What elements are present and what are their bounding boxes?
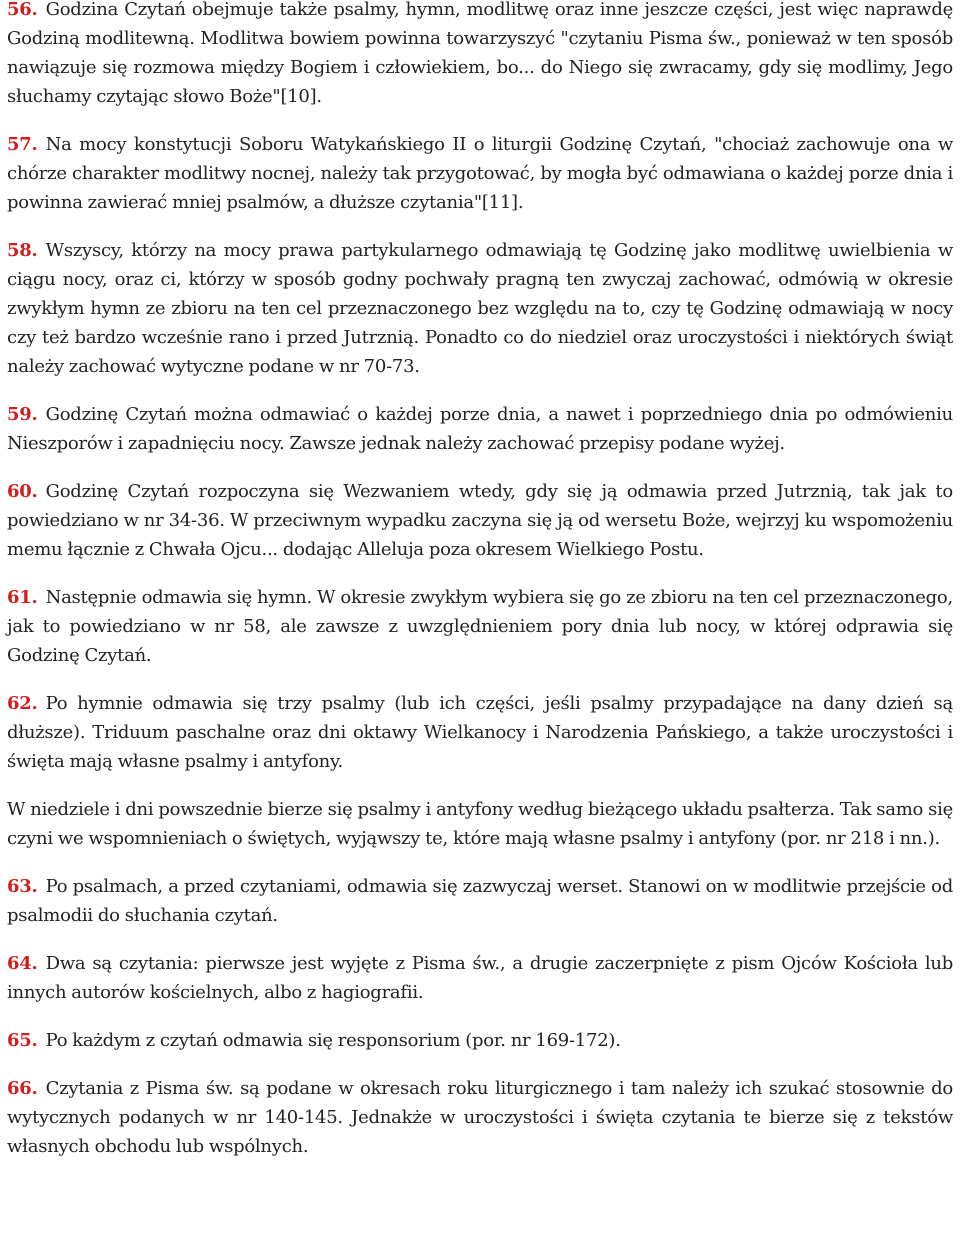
paragraph-text: Godzina Czytań obejmuje także psalmy, hymn, modlitwę oraz inne jeszcze części, jest więc naprawdę Godziną modlitewną. Modlitwa bowiem powinna towarzyszyć "czytaniu Pisma św., ponieważ w ten sposób nawiązuje się rozmowa między Bogiem i człowiekiem, bo... do Niego się zwracamy, gdy się modlimy, Jego słuchamy czytając słowo Boże"[10]. xyxy=(7,0,953,107)
paragraph-59 xyxy=(7,400,953,458)
paragraph-64 xyxy=(7,949,953,1007)
paragraph-65 xyxy=(7,1026,953,1055)
paragraph-number: 58. xyxy=(7,240,38,261)
paragraph-text: Godzinę Czytań rozpoczyna się Wezwaniem wtedy, gdy się ją odmawia przed Jutrznią, tak jak to powiedziano w nr 34-36. W przeciwnym wypadku zaczyna się ją od wersetu Boże, wejrzyj ku wspomożeniu memu łącznie z Chwała Ojcu... dodając Alleluja poza okresem Wielkiego Postu. xyxy=(7,481,953,560)
paragraph-number: 56. xyxy=(7,0,38,20)
paragraph-number: 59. xyxy=(7,404,38,425)
paragraph-62 xyxy=(7,689,953,776)
paragraph-number: 60. xyxy=(7,481,38,502)
paragraph-56 xyxy=(7,0,953,111)
paragraph-number: 61. xyxy=(7,587,38,608)
paragraph-text: Na mocy konstytucji Soboru Watykańskiego II o liturgii Godzinę Czytań, "chociaż zachowuje ona w chórze charakter modlitwy nocnej, należy tak przygotować, by mogła być odmawiana o każdej porze dnia i powinna zawierać mniej psalmów, a dłuższe czytania"[11]. xyxy=(7,134,953,213)
paragraph-number: 66. xyxy=(7,1078,38,1099)
paragraph-61 xyxy=(7,583,953,670)
paragraph-58 xyxy=(7,236,953,381)
paragraph-number: 57. xyxy=(7,134,38,155)
document-body xyxy=(7,0,953,1161)
paragraph-text: Czytania z Pisma św. są podane w okresach roku liturgicznego i tam należy ich szukać stosownie do wytycznych podanych w nr 140-145. Jednakże w uroczystości i święta czytania te bierze się z tekstów własnych obchodu lub wspólnych. xyxy=(7,1078,953,1157)
paragraph-number: 65. xyxy=(7,1030,38,1051)
paragraph-text: Po psalmach, a przed czytaniami, odmawia się zazwyczaj werset. Stanowi on w modlitwie przejście od psalmodii do słuchania czytań. xyxy=(7,876,953,926)
paragraph-text: Wszyscy, którzy na mocy prawa partykularnego odmawiają tę Godzinę jako modlitwę uwielbienia w ciągu nocy, oraz ci, którzy w sposób godny pochwały pragną ten zwyczaj zachować, odmówią w okresie zwykłym hymn ze zbioru na ten cel przeznaczonego bez względu na to, czy tę Godzinę odmawiają w nocy czy też bardzo wcześnie rano i przed Jutrznią. Ponadto co do niedziel oraz uroczystości i niektórych świąt należy zachować wytyczne podane w nr 70-73. xyxy=(7,240,953,377)
paragraph-60 xyxy=(7,477,953,564)
paragraph-text: Po każdym z czytań odmawia się responsorium (por. nr 169-172). xyxy=(45,1030,621,1051)
paragraph-text: Następnie odmawia się hymn. W okresie zwykłym wybiera się go ze zbioru na ten cel przeznaczonego, jak to powiedziano w nr 58, ale zawsze z uwzględnieniem pory dnia lub nocy, w której odprawia się Godzinę Czytań. xyxy=(7,587,953,666)
paragraph-number: 62. xyxy=(7,693,38,714)
paragraph-57 xyxy=(7,130,953,217)
paragraph-number: 63. xyxy=(7,876,38,897)
paragraph-text: W niedziele i dni powszednie bierze się psalmy i antyfony według bieżącego układu psałterza. Tak samo się czyni we wspomnieniach o świętych, wyjąwszy te, które mają własne psalmy i antyfony (por. nr 218 i nn.). xyxy=(7,799,953,849)
paragraph-text: Dwa są czytania: pierwsze jest wyjęte z Pisma św., a drugie zaczerpnięte z pism Ojców Kościoła lub innych autorów kościelnych, albo z hagiografii. xyxy=(7,953,953,1003)
paragraph-text: Po hymnie odmawia się trzy psalmy (lub ich części, jeśli psalmy przypadające na dany dzień są dłuższe). Triduum paschalne oraz dni oktawy Wielkanocy i Narodzenia Pańskiego, a także uroczystości i święta mają własne psalmy i antyfony. xyxy=(7,693,953,772)
paragraph-66 xyxy=(7,1074,953,1161)
paragraph-number: 64. xyxy=(7,953,38,974)
paragraph-62-continued xyxy=(7,795,953,853)
paragraph-63 xyxy=(7,872,953,930)
paragraph-text: Godzinę Czytań można odmawiać o każdej porze dnia, a nawet i poprzedniego dnia po odmówieniu Nieszporów i zapadnięciu nocy. Zawsze jednak należy zachować przepisy podane wyżej. xyxy=(7,404,953,454)
